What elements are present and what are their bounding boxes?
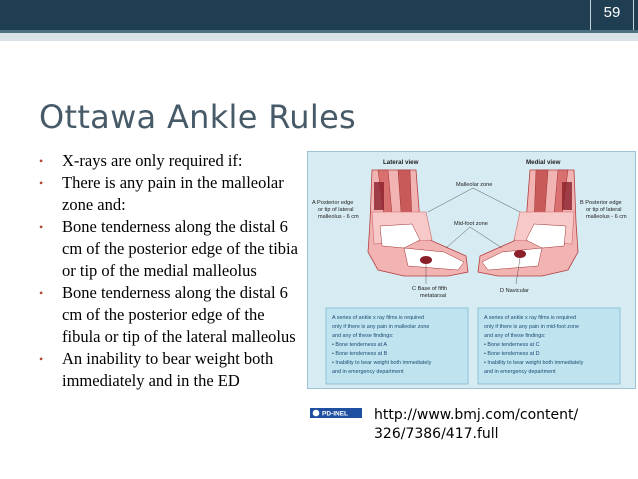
- page-title: Ottawa Ankle Rules: [39, 98, 357, 136]
- bullet-icon: •: [39, 154, 44, 168]
- left-box-line-3: and any of these findings:: [332, 333, 394, 339]
- mid-foot-leader: [470, 227, 502, 248]
- left-box-line-6: • Inability to bear weight both immediately: [332, 360, 432, 366]
- right-box-line-5: • Bone tenderness at D: [484, 351, 540, 357]
- right-box-line-1: A series of ankle x ray films is required: [484, 315, 576, 321]
- right-box-line-3: and any of these findings:: [484, 333, 546, 339]
- zone-b-marker: [562, 182, 572, 210]
- list-item: [36, 150, 306, 172]
- label-c-line-2: metatarsal: [420, 293, 447, 299]
- ottawa-rules-figure: [307, 151, 636, 389]
- label-a-line-2: or tip of lateral: [318, 207, 354, 213]
- bullet-icon: •: [39, 352, 44, 366]
- bullet-icon: •: [39, 286, 44, 300]
- source-link[interactable]: http://www.bmj.com/content/ 326/7386/417.full: [374, 407, 579, 442]
- list-item: [36, 216, 306, 282]
- left-box-line-1: A series of ankle x ray films is required: [332, 315, 424, 321]
- bullet-icon: •: [39, 220, 44, 234]
- right-box-line-4: • Bone tenderness at C: [484, 342, 540, 348]
- license-icon: [313, 410, 320, 417]
- right-box-line-2: only if there is any pain in mid-foot zone: [484, 324, 579, 330]
- header-bar: [0, 0, 638, 41]
- label-b-line-1: B Posterior edge: [580, 200, 622, 206]
- list-item: [36, 348, 306, 392]
- license-logo: [310, 405, 362, 418]
- malleolar-zone-leader: [473, 188, 520, 212]
- malleolar-zone-leader: [428, 188, 473, 212]
- bullet-text: Bone tenderness along the distal 6 cm of the posterior edge of the fibula or tip of the lateral malleolus: [62, 283, 296, 346]
- slide-number-box: [590, 0, 634, 30]
- right-box-line-7: and in emergency department: [484, 369, 556, 375]
- left-box-line-5: • Bone tenderness at B: [332, 351, 388, 357]
- list-item: [36, 172, 306, 216]
- right-box-line-6: • Inability to bear weight both immediately: [484, 360, 584, 366]
- figure-svg: [308, 152, 637, 390]
- license-text: PD-INEL: [322, 410, 348, 418]
- zone-a-marker: [374, 182, 384, 210]
- left-box-line-2: only if there is any pain in malleolar zone: [332, 324, 430, 330]
- label-b-line-3: malleolus - 6 cm: [586, 214, 627, 220]
- bullet-text: An inability to bear weight both immediately and in the ED: [62, 349, 274, 390]
- lateral-view-label: Lateral view: [383, 159, 419, 166]
- slide-number: 59: [603, 4, 621, 21]
- malleolar-zone-label: Malleolar zone: [456, 182, 493, 188]
- list-item: [36, 282, 306, 348]
- label-d: D Navicular: [500, 288, 529, 294]
- lateral-foot-illustration: [368, 170, 468, 276]
- left-box-line-7: and in emergency department: [332, 369, 404, 375]
- bullet-text: There is any pain in the malleolar zone and:: [62, 173, 284, 214]
- bullet-text: X-rays are only required if:: [62, 151, 243, 170]
- medial-foot-illustration: [478, 170, 578, 276]
- header-band-light: [0, 33, 638, 41]
- base-fifth-metatarsal-marker: [420, 256, 432, 264]
- mid-foot-zone-label: Mid-foot zone: [454, 221, 488, 227]
- bullet-icon: •: [39, 176, 44, 190]
- left-box-line-4: • Bone tenderness at A: [332, 342, 387, 348]
- header-band-dark: [0, 0, 638, 30]
- label-c-line-1: C Base of fifth: [412, 286, 448, 292]
- label-a-line-1: A Posterior edge: [312, 200, 354, 206]
- medial-view-label: Medial view: [526, 159, 561, 166]
- mid-foot-leader: [446, 227, 470, 248]
- label-a-line-3: malleolus - 6 cm: [318, 214, 359, 220]
- label-b-line-2: or tip of lateral: [586, 207, 622, 213]
- navicular-marker: [514, 250, 526, 258]
- bullet-list: [36, 150, 306, 392]
- bullet-text: Bone tenderness along the distal 6 cm of the posterior edge of the tibia or tip of the medial malleolus: [62, 217, 298, 280]
